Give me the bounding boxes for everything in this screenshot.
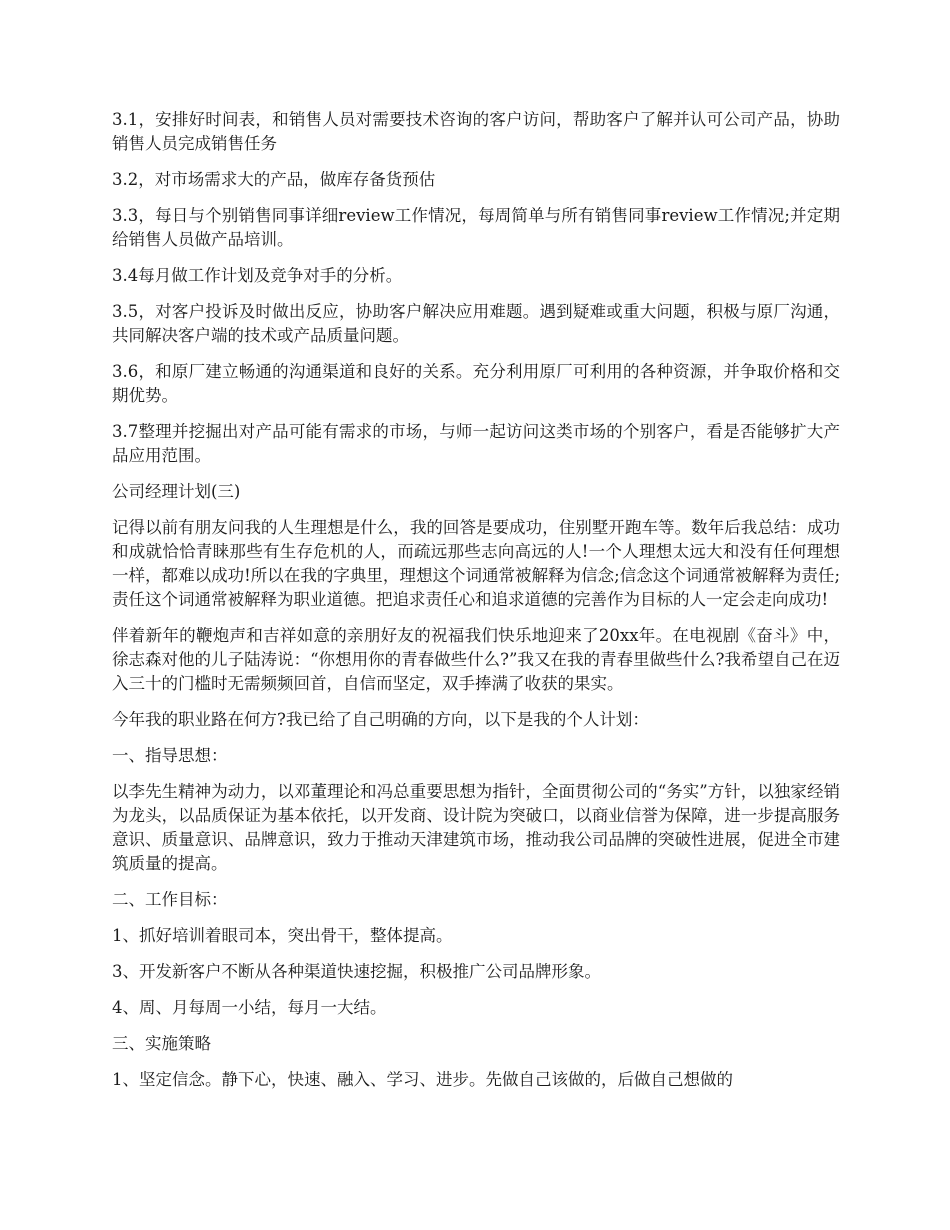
strategy-item-1: 1、坚定信念。静下心，快速、融入、学习、进步。先做自己该做的，后做自己想做的 bbox=[112, 1070, 733, 1089]
paragraph-3-7: 3.7整理并挖掘出对产品可能有需求的市场，与师一起访问这类市场的个别客户，看是否能够扩大产品应用范围。 bbox=[112, 422, 840, 465]
paragraph-career-direction: 今年我的职业路在何方?我已给了自己明确的方向，以下是我的个人计划： bbox=[112, 710, 649, 729]
paragraph-3-6: 3.6，和原厂建立畅通的沟通渠道和良好的关系。充分利用原厂可利用的各种资源，并争取价格和交期优势。 bbox=[112, 362, 840, 405]
paragraph-3-5: 3.5，对客户投诉及时做出反应，协助客户解决应用难题。遇到疑难或重大问题，积极与原厂沟通，共同解决客户端的技术或产品质量问题。 bbox=[112, 302, 840, 345]
goal-item-4: 4、周、月每周一小结，每月一大结。 bbox=[112, 998, 387, 1017]
goal-item-1: 1、抓好培训着眼司本，突出骨干，整体提高。 bbox=[112, 926, 453, 945]
paragraph-new-year: 伴着新年的鞭炮声和吉祥如意的亲朋好友的祝福我们快乐地迎来了20xx年。在电视剧《奋斗》中，徐志森对他的儿子陆涛说：“你想用你的青春做些什么?”我又在我的青春里做些什么?我希望自己在迈入三十的门槛时无需频频回首，自信而坚定，双手捧满了收获的果实。 bbox=[112, 626, 840, 693]
paragraph-3-4: 3.4每月做工作计划及竞争对手的分析。 bbox=[112, 266, 403, 285]
heading-strategy: 三、实施策略 bbox=[112, 1034, 211, 1053]
paragraph-ideal: 记得以前有朋友问我的人生理想是什么，我的回答是要成功，住别墅开跑车等。数年后我总结：成功和成就恰恰青睐那些有生存危机的人，而疏远那些志向高远的人!一个人理想太远大和没有任何理想一样，都难以成功!所以在我的字典里，理想这个词通常被解释为信念;信念这个词通常被解释为责任;责任这个词通常被解释为职业道德。把追求责任心和追求道德的完善作为目标的人一定会走向成功! bbox=[112, 518, 840, 609]
heading-guiding-ideology: 一、指导思想： bbox=[112, 746, 228, 765]
section-heading-plan-3: 公司经理计划(三) bbox=[112, 482, 241, 501]
paragraph-3-2: 3.2，对市场需求大的产品，做库存备货预估 bbox=[112, 170, 436, 189]
goal-item-3: 3、开发新客户不断从各种渠道快速挖掘，积极推广公司品牌形象。 bbox=[112, 962, 601, 981]
heading-work-goals: 二、工作目标： bbox=[112, 890, 228, 909]
document-page bbox=[112, 108, 840, 1104]
paragraph-3-3: 3.3，每日与个别销售同事详细review工作情况，每周简单与所有销售同事review工作情况;并定期给销售人员做产品培训。 bbox=[112, 206, 840, 249]
paragraph-3-1: 3.1，安排好时间表，和销售人员对需要技术咨询的客户访问，帮助客户了解并认可公司产品，协助销售人员完成销售任务 bbox=[112, 110, 840, 153]
paragraph-guiding-ideology: 以李先生精神为动力，以邓董理论和冯总重要思想为指针，全面贯彻公司的“务实”方针，以独家经销为龙头，以品质保证为基本依托，以开发商、设计院为突破口，以商业信誉为保障，进一步提高服务意识、质量意识、品牌意识，致力于推动天津建筑市场，推动我公司品牌的突破性进展，促进全市建筑质量的提高。 bbox=[112, 782, 840, 873]
